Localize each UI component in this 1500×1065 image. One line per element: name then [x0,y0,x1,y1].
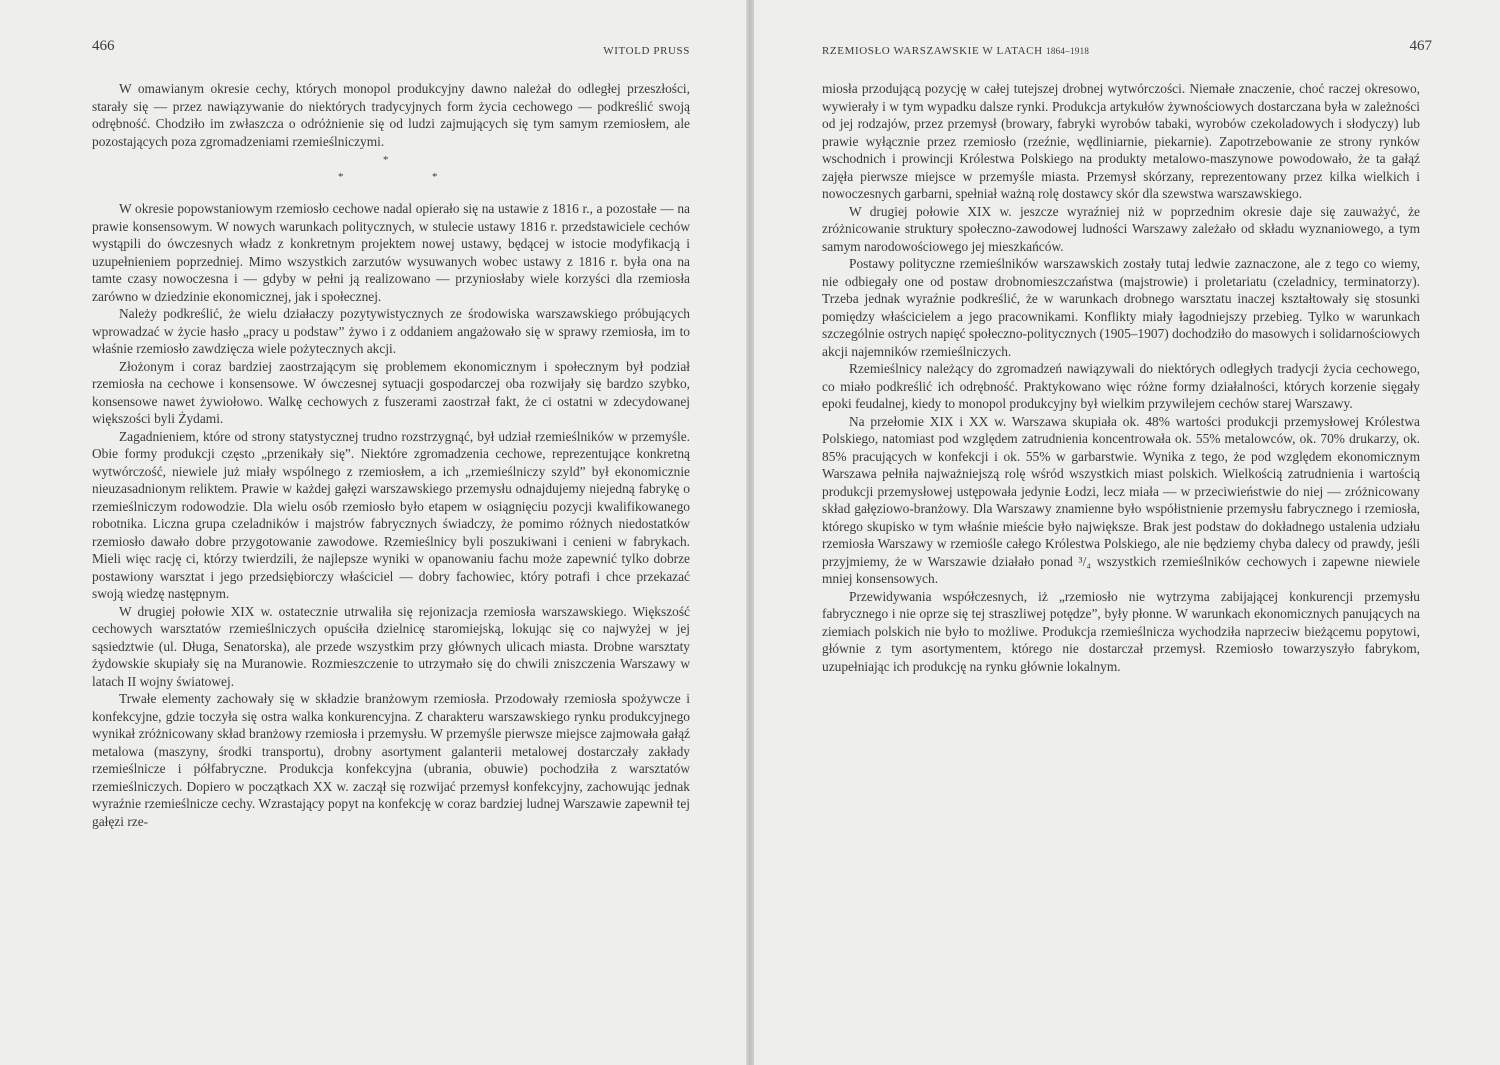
running-head-title [822,45,1089,57]
left-page [0,0,746,1065]
paragraph: Na przełomie XIX i XX w. Warszawa skupiała ok. 48% wartości produkcji przemysłowej Królestwa Polskiego, natomiast pod względem zatrudnienia koncentrowała ok. 55% metalowców, ok. 70% drukarzy, ok. 85% pracujących w konfekcji i ok. 55% w garbarstwie. Wynika z tego, że pod względem ekonomicznym Warszawa pełniła najważniejszą rolę wśród wszystkich miast polskich. Wielkością zatrudnienia i wartością produkcji przemysłowej ustępowała jedynie Łodzi, lecz miała — w przeciwieństwie do niej — zróżnicowany skład gałęziowo-branżowy. Dla Warszawy znamienne było współistnienie przemysłu fabrycznego i rzemiosła, którego skupisko w tym właśnie mieście było największe. Brak jest podstaw do dokładnego ustalenia udziału rzemiosła Warszawy w rzemiośle całego Królestwa Polskiego, ale nie będziemy chyba dalecy od prawdy, jeśli przyjmiemy, że w Warszawie działało ponad ³/₄ wszystkich rzemieślników cechowych i zapewne niewiele mniej konsensowych. [822,413,1420,586]
right-page [754,0,1500,1065]
paragraph: W omawianym okresie cechy, których monopol produkcyjny dawno należał do odległej przeszłości, starały się — przez nawiązywanie do niektórych tradycyjnych form życia cechowego — podkreślić swoją odrębność. Chodziło im zwłaszcza o odróżnienie się od ludzi zajmujących się tym samym rzemiosłem, ale pozostających poza zgromadzeniami rzemieślniczymi. [92,81,690,149]
book-gutter [746,0,754,1065]
paragraph: W drugiej połowie XIX w. jeszcze wyraźniej niż w poprzednim okresie daje się zauważyć, że zróżnicowanie struktury społeczno-zawodowej ludności Warszawy zależało od składu wyznaniowego, a tym samym narodowościowego jej mieszkańców. [822,203,1420,254]
running-head-author: WITOLD PRUSS [603,45,690,57]
asterisk: * [338,171,344,183]
section-asterism [92,150,690,200]
asterisk: * [432,171,438,183]
running-head-years: 1864–1918 [1046,46,1090,56]
running-head-text: RZEMIOSŁO WARSZAWSKIE W LATACH [822,45,1043,57]
paragraph: Trwałe elementy zachowały się w składzie branżowym rzemiosła. Przodowały rzemiosła spożywcze i konfekcyjne, gdzie toczyła się ostra walka konkurencyjna. Z charakteru warszawskiego rynku produkcyjnego wynikał zróżnicowany skład branżowy rzemiosła i przemysłu. W przemyśle pierwsze miejsce zajmowała gałąź metalowa (maszyny, środki transportu), drobny asortyment galanterii metalowej dostarczały zakłady rzemieślnicze i półfabryczne. Produkcja konfekcyjna (ubrania, obuwie) pochodziła z warsztatów rzemieślniczych. Dopiero w początkach XX w. zaczął się rozwijać przemysł konfekcyjny, zachowując jednak wyraźnie rzemieślnicze cechy. Wzrastający popyt na konfekcję w coraz bardziej ludnej Warszawie zapewnił tej gałęzi rze- [92,691,690,829]
paragraph: Przewidywania współczesnych, iż „rzemiosło nie wytrzyma zabijającej konkurencji przemysłu fabrycznego i nie oprze się tej straszliwej potędze”, były płonne. W warunkach ekonomicznych panujących na ziemiach polskich nie było to możliwe. Produkcja rzemieślnicza wychodziła naprzeciw bieżącemu popytowi, głównie z tym asortymentem, którego nie dostarczał przemysł. Rzemiosło towarzyszyło fabrykom, uzupełniając ich produkcję na rynku głównie lokalnym. [822,588,1420,674]
paragraph: Złożonym i coraz bardziej zaostrzającym się problemem ekonomicznym i społecznym był podział rzemiosła na cechowe i konsensowe. W ówczesnej sytuacji gospodarczej oba rozwijały się bardzo szybko, konsensowe nawet żywiołowo. Walkę cechowych z fuszerami zaostrzał fakt, że ci ostatni w zdecydowanej większości byli Żydami. [92,358,690,426]
paragraph: Postawy polityczne rzemieślników warszawskich zostały tutaj ledwie zaznaczone, ale z tego co wiemy, nie odbiegały one od postaw drobnomieszczaństwa (majstrowie) i proletariatu (czeladnicy, terminatorzy). Trzeba jednak wyraźnie podkreślić, że w warunkach drobnego warsztatu inaczej kształtowały się stosunki pomiędzy właścicielem a jego pracownikami. Konflikty miały łagodniejszy przebieg. Tylko w warunkach szczególnie ostrych napięć społeczno-politycznych (1905–1907) dochodziło do masowych i solidarnościowych akcji najemników rzemieślniczych. [822,256,1420,359]
paragraph: Należy podkreślić, że wielu działaczy pozytywistycznych ze środowiska warszawskiego próbujących wprowadzać w życie hasło „pracy u podstaw” żywo i z oddaniem angażowało się w sprawy rzemiosła, im to właśnie rzemiosło zawdzięcza wiele pożytecznych akcji. [92,306,690,356]
page-number-left: 466 [92,38,115,54]
asterisk: * [383,154,389,166]
paragraph: miosła przodującą pozycję w całej tutejszej drobnej wytwórczości. Niemałe znaczenie, choć raczej okresowo, wywierały i w tym wypadku dalsze rynki. Produkcja artykułów żywnościowych dostarczana była w zależności od jej rodzajów, przez przemysł (browary, fabryki wyrobów tabaki, wyrobów czekoladowych i słodyczy) lub prawie wyłącznie przez rzemiosło (rzeźnie, wędliniarnie, piekarnie). Zapotrzebowanie ze strony rynków wschodnich i prowincji Królestwa Polskiego na produkty metalowo-maszynowe powodowało, że ta gałąź zajęła pierwsze miejsce w przemyśle miasta. Przemysł skórzany, reprezentowany przez kilka wielkich i nowoczesnych garbarni, spełniał ważną rolę dostawcy skór dla szewstwa warszawskiego. [822,81,1420,201]
left-text-block [92,80,690,830]
page-number-right: 467 [1409,38,1432,54]
paragraph: W drugiej połowie XIX w. ostatecznie utrwaliła się rejonizacja rzemiosła warszawskiego. Większość cechowych warsztatów rzemieślniczych opuściła dzielnicę staromiejską, lokując się co najwyżej w jej sąsiedztwie (ul. Długa, Senatorska), ale przede wszystkim przy głównych ulicach miasta. Drobne warsztaty żydowskie skupiały się na Muranowie. Rozmieszczenie to utrzymało się do chwili zniszczenia Warszawy w latach II wojny światowej. [92,603,690,689]
paragraph: W okresie popowstaniowym rzemiosło cechowe nadal opierało się na ustawie z 1816 r., a pozostałe — na prawie konsensowym. W nowych warunkach politycznych, w stulecie ustawy 1816 r. przedstawiciele cechów wystąpili do ówczesnych władz z konkretnym projektem nowej ustawy, będącej w istocie modyfikacją i uzupełnieniem poprzedniej. Mimo wszystkich zarzutów wysuwanych wobec ustawy z 1816 r. była ona na tamte czasy nowoczesna i — gdyby w pełni ją realizowano — przyniosłaby wiele korzyści dla rzemiosła zarówno w dziedzinie ekonomicznej, jak i społecznej. [92,201,690,304]
right-text-block [822,80,1420,675]
paragraph: Zagadnieniem, które od strony statystycznej trudno rozstrzygnąć, był udział rzemieślników w przemyśle. Obie formy produkcji często „przenikały się”. Niektóre zgromadzenia cechowe, reprezentujące konkretną wytwórczość, niewiele już miały wspólnego z rzemiosłem, a ich „rzemieślniczy szyld” był ekonomicznie nieuzasadnionym reliktem. Prawie w każdej gałęzi warszawskiego przemysłu odnajdujemy niejedną fabrykę o rzemieślniczym rodowodzie. Dla wielu osób rzemiosło było etapem w osiągnięciu pozycji kwalifikowanego robotnika. Liczna grupa czeladników i majstrów fabrycznych świadczy, że pomimo różnych niedostatków rzemiosło dawało dobre przygotowanie zawodowe. Rzemieślnicy byli poszukiwani i cenieni w fabrykach. Mieli więc rację ci, którzy twierdzili, że najlepsze wyniki w opanowaniu fachu może zapewnić tylko dobrze postawiony warsztat i jego przedsiębiorczy właściciel — dobry fachowiec, który potrafi i chce przekazać swoją wiedzę następnym. [92,428,690,601]
paragraph: Rzemieślnicy należący do zgromadzeń nawiązywali do niektórych odległych tradycji życia cechowego, co miało podkreślić ich odrębność. Praktykowano więc różne formy działalności, których korzenie sięgały epoki feudalnej, kiedy to monopol produkcyjny był wielkim przywilejem cechów starej Warszawy. [822,361,1420,411]
